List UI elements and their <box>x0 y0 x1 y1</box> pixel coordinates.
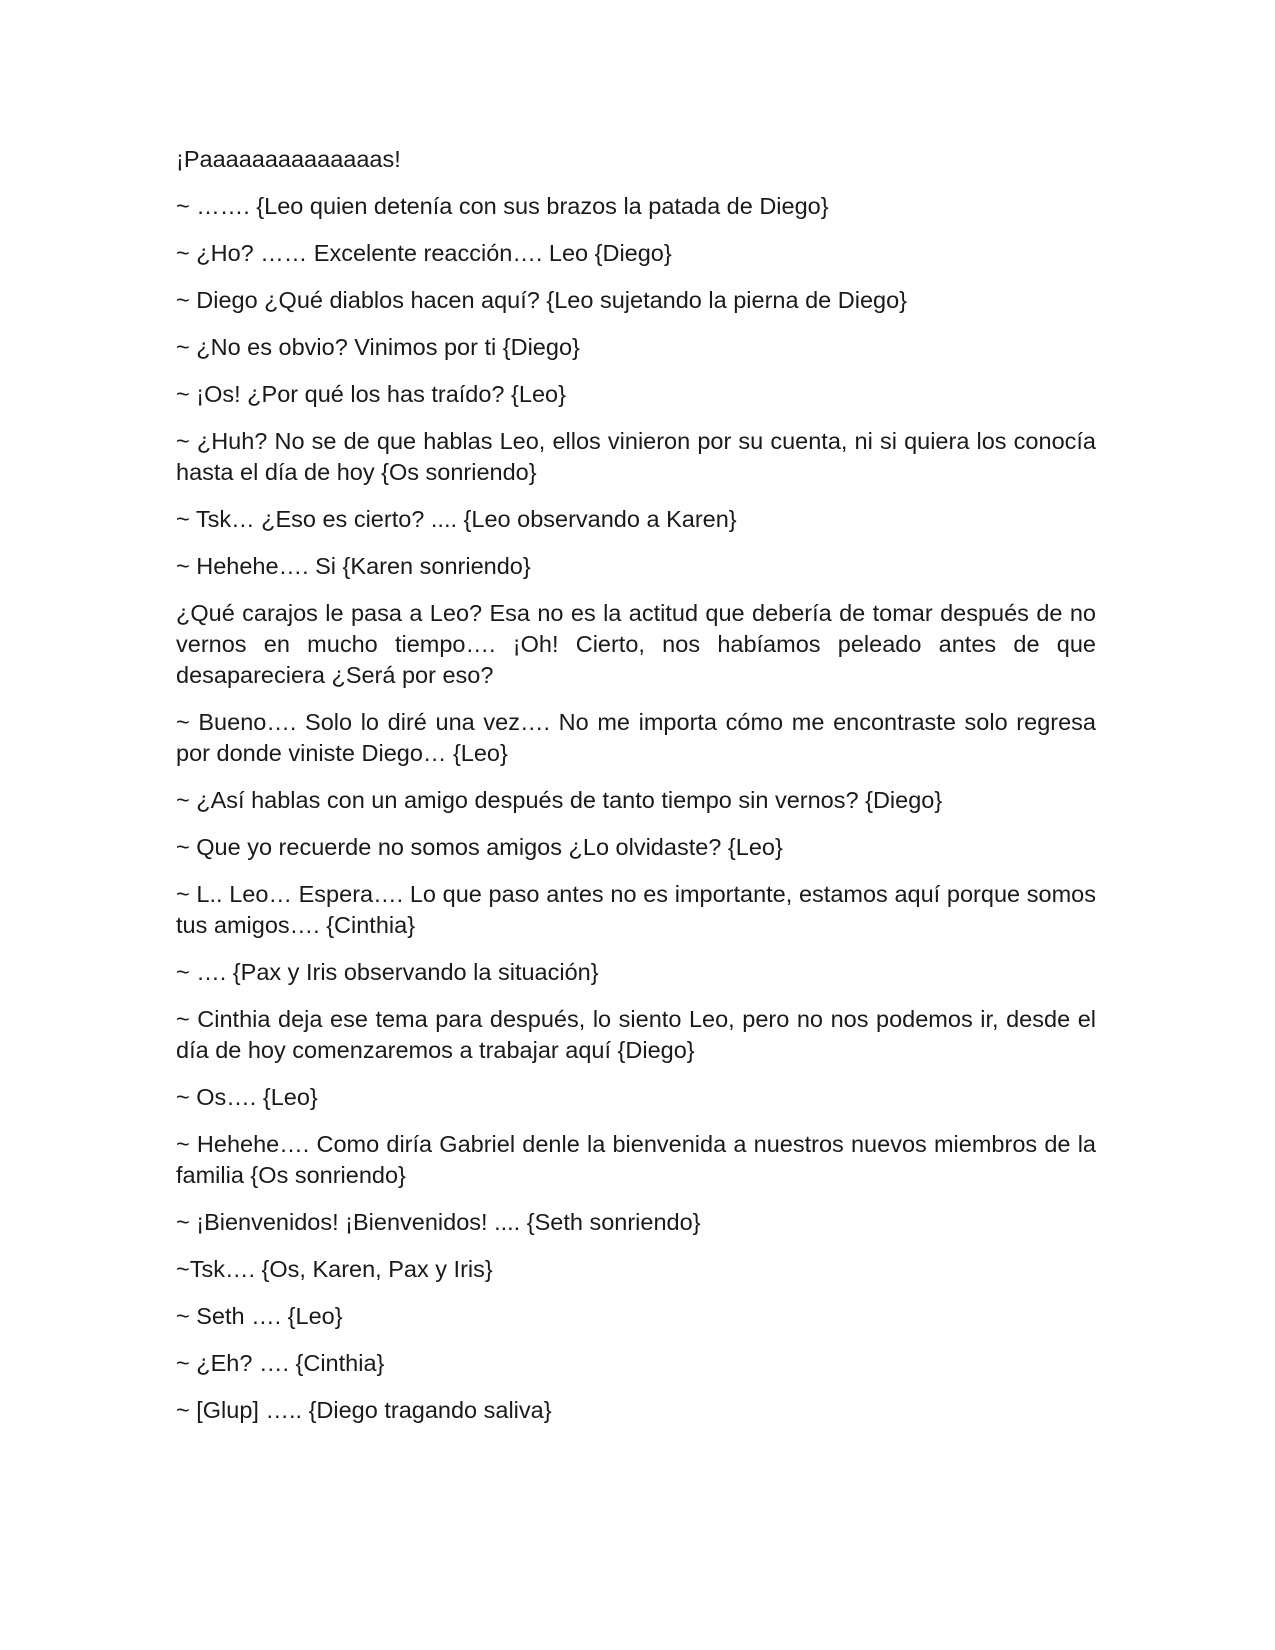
paragraph: ~ ¿Huh? No se de que hablas Leo, ellos vinieron por su cuenta, ni si quiera los conocía hasta el día de hoy {Os sonriendo} <box>176 428 1096 485</box>
paragraph: ~ ¿Eh? …. {Cinthia} <box>176 1350 385 1376</box>
paragraph: ¿Qué carajos le pasa a Leo? Esa no es la actitud que debería de tomar después de no vernos en mucho tiempo…. ¡Oh! Cierto, nos habíamos peleado antes de que desapareciera ¿Será por eso? <box>176 600 1096 688</box>
paragraph: ~ Bueno…. Solo lo diré una vez…. No me importa cómo me encontraste solo regresa por donde viniste Diego… {Leo} <box>176 709 1096 766</box>
paragraph: ~ Diego ¿Qué diablos hacen aquí? {Leo sujetando la pierna de Diego} <box>176 287 908 313</box>
paragraph: ~ Tsk… ¿Eso es cierto? .... {Leo observando a Karen} <box>176 506 737 532</box>
paragraph: ~ …. {Pax y Iris observando la situación} <box>176 959 599 985</box>
paragraph: ~ [Glup] ….. {Diego tragando saliva} <box>176 1397 552 1423</box>
paragraph: ~ Cinthia deja ese tema para después, lo siento Leo, pero no nos podemos ir, desde el día de hoy comenzaremos a trabajar aquí {Diego} <box>176 1006 1096 1063</box>
paragraph: ¡Paaaaaaaaaaaaaas! <box>176 146 401 172</box>
paragraph: ~ Que yo recuerde no somos amigos ¿Lo olvidaste? {Leo} <box>176 834 783 860</box>
paragraph: ~ L.. Leo… Espera…. Lo que paso antes no es importante, estamos aquí porque somos tus amigos…. {Cinthia} <box>176 881 1096 938</box>
paragraph: ~ ¡Bienvenidos! ¡Bienvenidos! .... {Seth sonriendo} <box>176 1209 701 1235</box>
paragraph: ~ Hehehe…. Como diría Gabriel denle la bienvenida a nuestros nuevos miembros de la familia {Os sonriendo} <box>176 1131 1096 1188</box>
paragraph: ~ Os…. {Leo} <box>176 1084 318 1110</box>
paragraph: ~ Seth …. {Leo} <box>176 1303 343 1329</box>
body-text <box>176 144 1096 1442</box>
paragraph: ~ ¿Así hablas con un amigo después de tanto tiempo sin vernos? {Diego} <box>176 787 943 813</box>
paragraph: ~ ……. {Leo quien detenía con sus brazos la patada de Diego} <box>176 193 829 219</box>
paragraph: ~ ¿No es obvio? Vinimos por ti {Diego} <box>176 334 580 360</box>
paragraph: ~Tsk…. {Os, Karen, Pax y Iris} <box>176 1256 493 1282</box>
paragraph: ~ ¡Os! ¿Por qué los has traído? {Leo} <box>176 381 566 407</box>
paragraph: ~ Hehehe…. Si {Karen sonriendo} <box>176 553 531 579</box>
paragraph: ~ ¿Ho? …… Excelente reacción…. Leo {Diego} <box>176 240 672 266</box>
